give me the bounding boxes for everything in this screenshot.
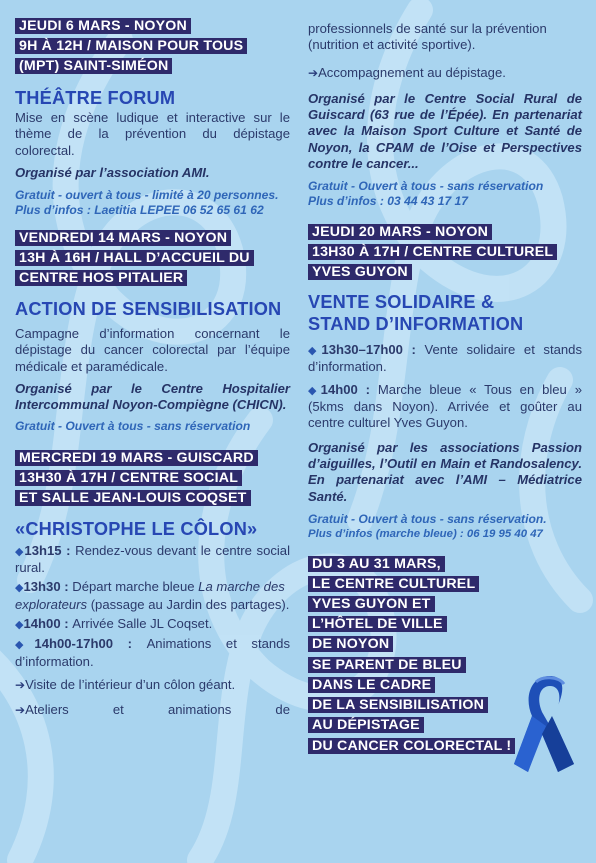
program-sep: :	[357, 381, 378, 397]
program-time: 14h00	[320, 381, 358, 397]
arrow-item-text: Accompagnement au dépistage.	[318, 64, 506, 80]
event-4-contact-line: Plus d’infos (marche bleue) : 06 19 95 40 47	[308, 528, 543, 541]
program-text: Départ marche bleue	[72, 579, 199, 595]
event-2-organizer: Organisé par le Centre Hospitalier Intercommunal Noyon-Compiègne (CHICN).	[15, 380, 290, 413]
event-2-header	[15, 228, 290, 288]
arrow-item-text: Visite de l’intérieur d’un côlon géant.	[25, 676, 236, 692]
left-column	[15, 0, 290, 719]
closing-line: YVES GUYON ET	[308, 596, 435, 612]
event-4-header-line: 13H30 À 17H / CENTRE CULTUREL	[308, 244, 557, 260]
closing-announcement	[308, 554, 582, 756]
event-2-free-info: Gratuit - Ouvert à tous - sans réservation	[15, 419, 251, 434]
event-4-header-line: YVES GUYON	[308, 264, 412, 280]
program-text: (passage au Jardin des partages).	[87, 596, 290, 612]
event-2-header-line: VENDREDI 14 MARS - NOYON	[15, 230, 231, 246]
arrow-right-icon: ➔	[15, 703, 26, 718]
event-3-header-line: MERCREDI 19 MARS - GUISCARD	[15, 450, 258, 466]
event-4-title-line: STAND D’INFORMATION	[308, 314, 524, 335]
event-1-title: THÉÂTRE FORUM	[15, 88, 176, 108]
closing-line: DU CANCER COLORECTAL !	[308, 738, 515, 754]
event-3-continued	[308, 21, 582, 208]
program-sep: :	[113, 636, 147, 652]
event-1-header	[15, 16, 290, 76]
event-4-free-line: Gratuit - Ouvert à tous - sans réservation.	[308, 511, 547, 526]
program-item	[15, 543, 290, 577]
event-2-header-line: CENTRE HOS PITALIER	[15, 270, 187, 286]
arrow-item-text: Ateliers et animations de	[25, 702, 290, 718]
program-item	[15, 636, 290, 670]
event-1-header-line: (MPT) SAINT-SIMÉON	[15, 58, 172, 74]
diamond-bullet-icon: ◆	[15, 639, 35, 652]
program-sep: :	[60, 616, 73, 632]
event-3-header-line: 13H30 À 17H / CENTRE SOCIAL	[15, 470, 242, 486]
program-text: Rendez-vous devant le centre social rural.	[15, 542, 290, 576]
arrow-item	[308, 65, 582, 81]
closing-line: DE LA SENSIBILISATION	[308, 697, 488, 713]
event-4-header-line: JEUDI 20 MARS - NOYON	[308, 224, 492, 240]
program-time: 13h15	[24, 542, 62, 558]
closing-line: L’HÔTEL DE VILLE	[308, 616, 447, 632]
arrow-right-icon: ➔	[15, 677, 26, 692]
closing-line: DE NOYON	[308, 636, 393, 652]
diamond-bullet-icon: ◆	[15, 545, 25, 558]
event-3-title: «CHRISTOPHE LE CÔLON»	[15, 518, 258, 539]
closing-line: DU 3 AU 31 MARS,	[308, 556, 445, 572]
program-text: Marche bleue « Tous en bleu » (5kms dans Noyon). Arrivée et goûter au centre culturel Yves Guyon.	[308, 381, 582, 431]
program-time: 13h30–17h00	[321, 342, 403, 358]
event-3-contact-line: Plus d’infos : 03 44 43 17 17	[308, 193, 468, 208]
closing-line: AU DÉPISTAGE	[308, 717, 424, 733]
event-1	[15, 16, 290, 217]
event-4-free-info	[308, 512, 582, 542]
program-item	[308, 342, 582, 376]
diamond-bullet-icon: ◆	[15, 619, 24, 632]
event-1-organizer: Organisé par l’association AMI.	[15, 164, 210, 180]
program-item	[308, 382, 582, 432]
event-3-free-info	[308, 179, 582, 208]
closing-line: SE PARENT DE BLEU	[308, 657, 466, 673]
event-1-header-line: 9H À 12H / MAISON POUR TOUS	[15, 38, 247, 54]
closing-line: DANS LE CADRE	[308, 677, 435, 693]
closing-line: LE CENTRE CULTUREL	[308, 576, 479, 592]
event-1-description: Mise en scène ludique et interactive sur le thème de la prévention du dépistage colorectal.	[15, 110, 290, 158]
program-text: Arrivée Salle JL Coqset.	[72, 616, 213, 632]
program-time: 13h30	[23, 579, 61, 595]
event-2-description: Campagne d’information concernant le dépistage du cancer colorectal par l’équipe médicale et paramédicale.	[15, 326, 290, 374]
event-4-organizer: Organisé par les associations Passion d’aiguilles, l’Outil en Main et Randosalency. En partenariat avec l’AMI – Médiatrice Santé.	[308, 439, 582, 504]
event-3-header-line: ET SALLE JEAN-LOUIS COQSET	[15, 490, 251, 506]
right-column	[308, 0, 582, 756]
program-text: Animations et stands d’information.	[15, 636, 290, 669]
event-4	[308, 222, 582, 541]
program-time: 14h00	[23, 616, 61, 632]
event-2	[15, 228, 290, 434]
event-3-organizer: Organisé par le Centre Social Rural de Guiscard (63 rue de l’Épée). En partenariat avec la Maison Sport Culture et Santé de Noyon, la CPAM de l’Oise et Perspectives contre le cancer...	[308, 90, 582, 172]
event-1-free-info: Gratuit - ouvert à tous - limité à 20 personnes. Plus d’infos : Laetitia LEPEE 06 52 65 61 62	[15, 188, 279, 217]
event-3	[15, 448, 290, 719]
event-1-header-line: JEUDI 6 MARS - NOYON	[15, 18, 191, 34]
diamond-bullet-icon: ◆	[15, 582, 24, 595]
event-3-header	[15, 448, 290, 508]
arrow-item	[15, 702, 290, 718]
event-4-header	[308, 222, 582, 282]
event-4-title-line: VENTE SOLIDAIRE &	[308, 292, 495, 313]
program-item	[15, 579, 290, 613]
program-text: Vente solidaire et stands d’information.	[308, 342, 582, 375]
event-2-header-line: 13H À 16H / HALL D’ACCUEIL DU	[15, 250, 254, 266]
event-3-free-line: Gratuit - Ouvert à tous - sans réservation	[308, 179, 544, 194]
arrow-item	[15, 677, 290, 693]
event-4-title	[308, 291, 582, 335]
program-sep: :	[60, 579, 73, 595]
program-sep: :	[402, 342, 425, 358]
program-sep: :	[61, 542, 76, 558]
diamond-bullet-icon: ◆	[308, 345, 322, 358]
diamond-bullet-icon: ◆	[308, 384, 321, 397]
program-time: 14h00-17h00	[34, 636, 114, 652]
program-text-italic: La marche des explorateurs	[15, 579, 285, 612]
event-3-continued-text: professionnels de santé sur la prévention (nutrition et activité sportive).	[308, 21, 547, 53]
arrow-right-icon: ➔	[308, 65, 319, 80]
program-item	[15, 616, 290, 633]
event-2-title: ACTION DE SENSIBILISATION	[15, 299, 282, 319]
